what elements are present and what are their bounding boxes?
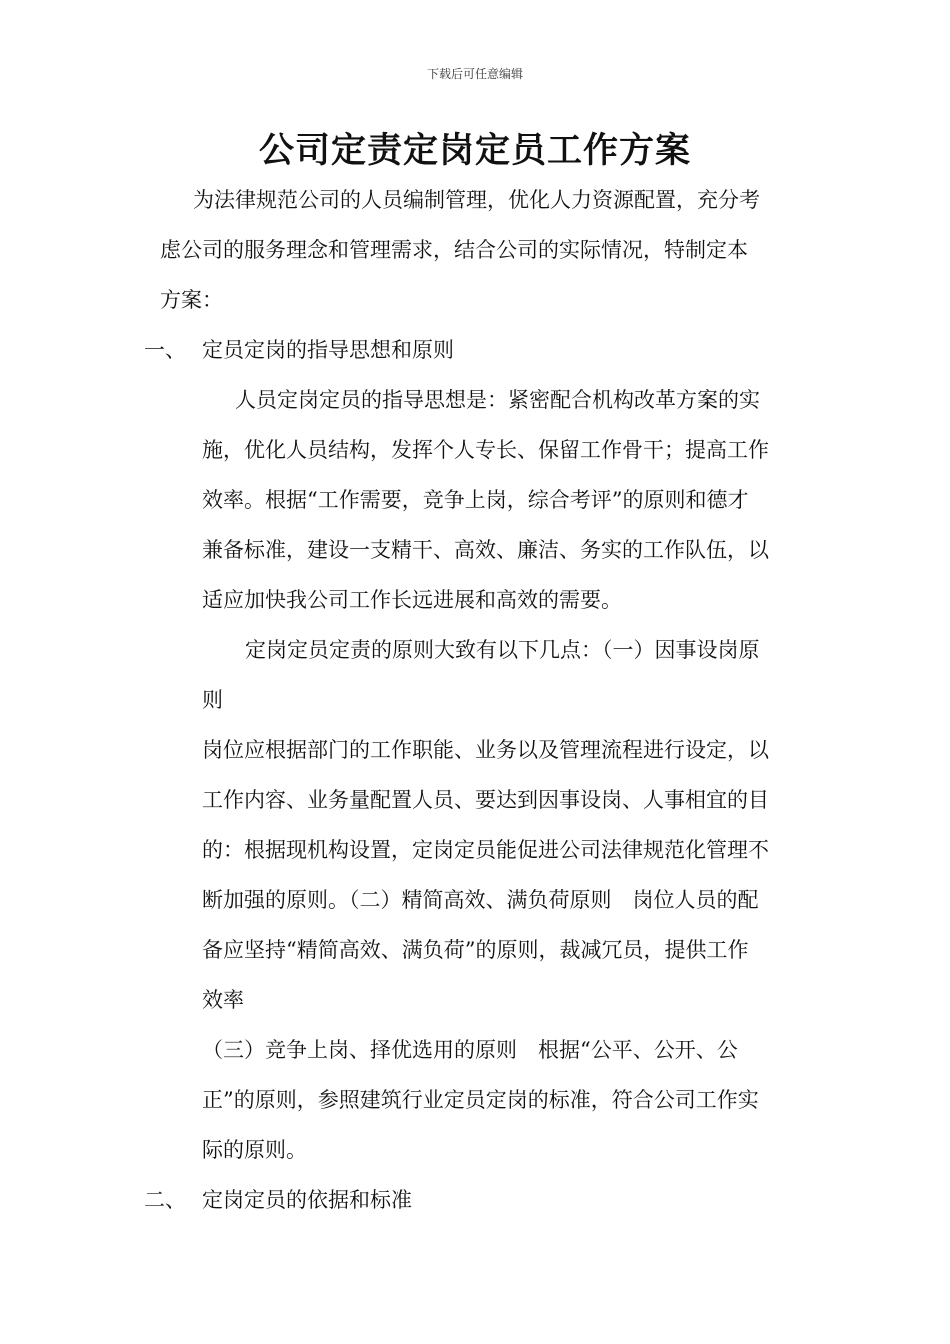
section2-heading: 定岗定员的依据和标准 bbox=[202, 1188, 412, 1212]
para3-line: 的：根据现机构设置，定岗定员能促进公司法律规范化管理不 bbox=[202, 838, 769, 862]
header-note: 下载后可任意编辑 bbox=[426, 67, 523, 81]
intro-line: 为法律规范公司的人员编制管理，优化人力资源配置，充分考 bbox=[193, 188, 760, 212]
para3-line: 备应坚持“精简高效、满负荷”的原则，裁减冗员，提供工作 bbox=[202, 938, 749, 962]
para4-line: 际的原则。 bbox=[202, 1138, 307, 1162]
para1-line: 人员定岗定员的指导思想是：紧密配合机构改革方案的实 bbox=[235, 388, 760, 412]
para4-line: （三）竞争上岗、择优选用的原则 根据“公平、公开、公 bbox=[202, 1038, 738, 1062]
para3-line: 工作内容、业务量配置人员、要达到因事设岗、人事相宜的目 bbox=[202, 788, 769, 812]
para1-line: 施，优化人员结构，发挥个人专长、保留工作骨干；提高工作 bbox=[202, 438, 769, 462]
para1-line: 适应加快我公司工作长远进展和高效的需要。 bbox=[202, 588, 622, 612]
para2-line: 则 bbox=[202, 688, 223, 712]
para4-line: 正”的原则，参照建筑行业定员定岗的标准，符合公司工作实 bbox=[202, 1088, 759, 1112]
section1-heading: 定员定岗的指导思想和原则 bbox=[202, 338, 454, 362]
section2-number: 二、 bbox=[144, 1188, 186, 1212]
para1-line: 效率。根据“工作需要，竞争上岗，综合考评”的原则和德才 bbox=[202, 488, 749, 512]
para3-line: 效率 bbox=[202, 988, 244, 1012]
para2-line: 定岗定员定责的原则大致有以下几点：（一）因事设岗原 bbox=[245, 638, 760, 662]
para3-line: 岗位应根据部门的工作职能、业务以及管理流程进行设定，以 bbox=[202, 738, 769, 762]
para3-line: 断加强的原则。（二）精简高效、满负荷原则 岗位人员的配 bbox=[202, 888, 759, 912]
section1-number: 一、 bbox=[144, 338, 186, 362]
intro-line: 虑公司的服务理念和管理需求，结合公司的实际情况，特制定本 bbox=[160, 238, 748, 262]
para1-line: 兼备标准，建设一支精干、高效、廉洁、务实的工作队伍，以 bbox=[202, 538, 769, 562]
document-title: 公司定责定岗定员工作方案 bbox=[258, 130, 691, 171]
intro-line: 方案： bbox=[160, 288, 223, 312]
